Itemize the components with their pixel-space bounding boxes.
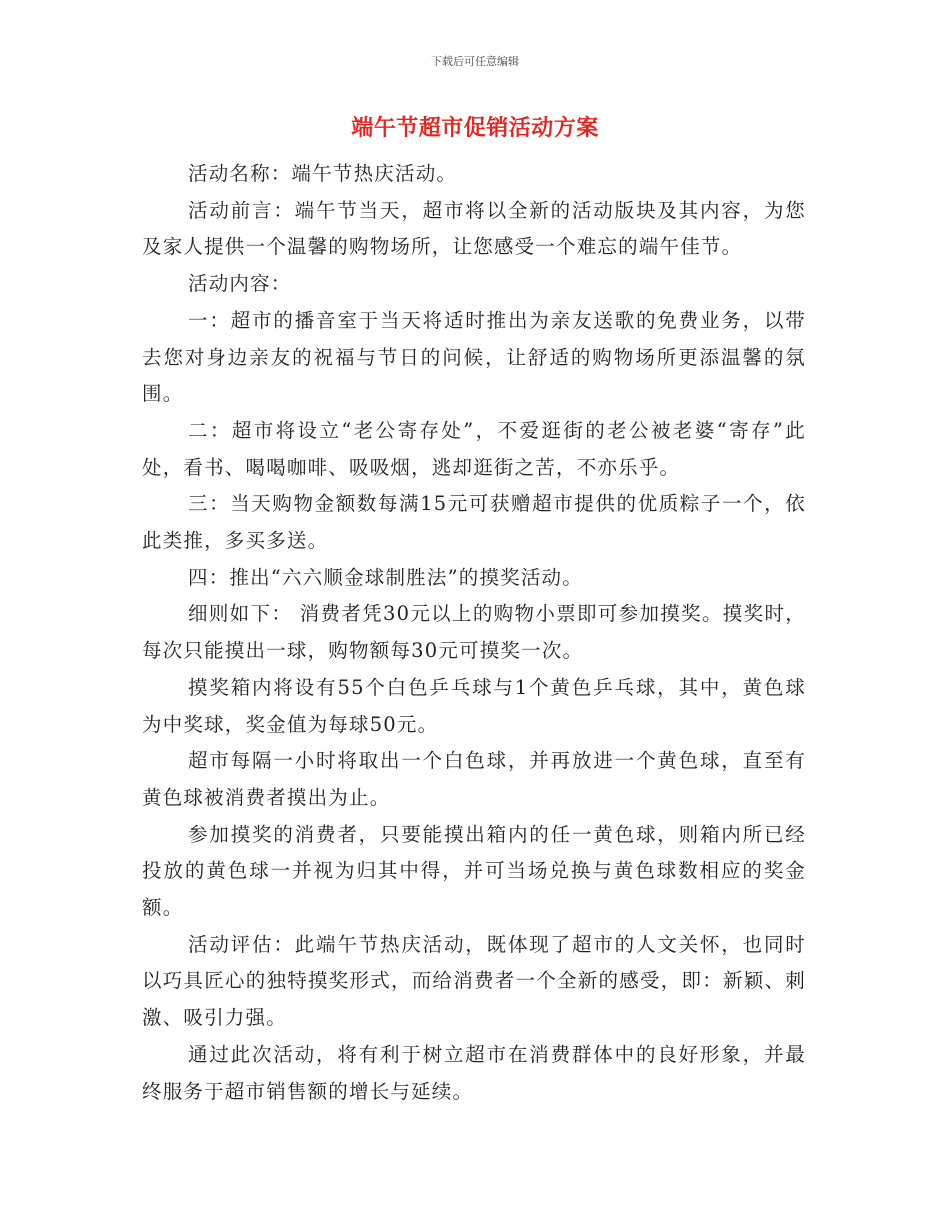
paragraph-evaluation: 活动评估：此端午节热庆活动，既体现了超市的人文关怀，也同时以巧具匠心的独特摸奖形式，而给消费者一个全新的感受，即：新颖、刺激、吸引力强。 [142,932,806,1030]
paragraph-item-four: 四：推出“六六顺金球制胜法”的摸奖活动。 [188,565,583,589]
paragraph-activity-preface: 活动前言：端午节当天，超市将以全新的活动版块及其内容，为您及家人提供一个温馨的购物场所，让您感受一个难忘的端午佳节。 [142,198,806,259]
paragraph-activity-name: 活动名称：端午节热庆活动。 [188,162,458,185]
page-header-note: 下载后可任意编辑 [431,55,519,68]
document-title: 端午节超市促销活动方案 [351,116,599,141]
paragraph-rules: 细则如下： 消费者凭30元以上的购物小票即可参加摸奖。摸奖时，每次只能摸出一球，购物额每30元可摸奖一次。 [142,602,806,663]
document-body [142,156,806,1110]
paragraph-activity-content-heading: 活动内容： [188,272,292,296]
paragraph-conclusion: 通过此次活动，将有利于树立超市在消费群体中的良好形象，并最终服务于超市销售额的增长与延续。 [142,1042,806,1103]
paragraph-lottery-box: 摸奖箱内将设有55个白色乒乓球与1个黄色乒乓球，其中，黄色球为中奖球，奖金值为每球50元。 [142,675,806,736]
paragraph-item-three: 三：当天购物金额数每满15元可获赠超市提供的优质粽子一个，依此类推，多买多送。 [142,492,806,553]
paragraph-winning-rule: 参加摸奖的消费者，只要能摸出箱内的任一黄色球，则箱内所已经投放的黄色球一并视为归其中得，并可当场兑换与黄色球数相应的奖金额。 [142,822,806,920]
paragraph-item-one: 一：超市的播音室于当天将适时推出为亲友送歌的免费业务，以带去您对身边亲友的祝福与节日的问候，让舒适的购物场所更添温馨的氛围。 [142,308,806,406]
paragraph-item-two: 二：超市将设立“老公寄存处”，不爱逛街的老公被老婆“寄存”此处，看书、喝喝咖啡、吸吸烟，逃却逛街之苦，不亦乐乎。 [142,418,806,479]
paragraph-hourly-swap: 超市每隔一小时将取出一个白色球，并再放进一个黄色球，直至有黄色球被消费者摸出为止。 [142,749,806,809]
